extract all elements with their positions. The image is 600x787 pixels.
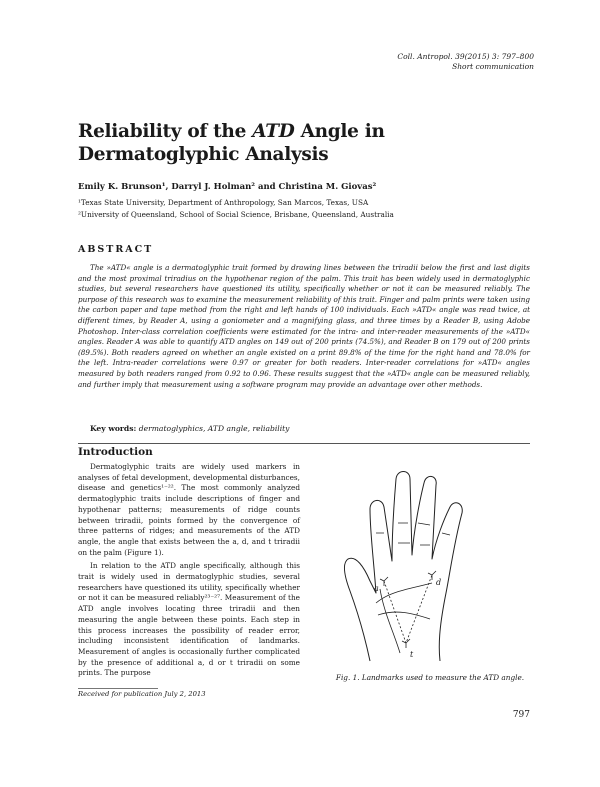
- intro-paragraph-1: Dermatoglyphic traits are widely used markers in analyses of fetal development, developmental disturbances, disease and genetics¹⁻²². The most commonly analyzed dermatoglyphic traits include descriptions of finger and hypothenar patterns; measurements of ridge counts between triradii, points formed by the convergence of three patterns of ridges; and measurements of the ATD angle, the angle that exists between the a, d, and t triradii on the palm (Figure 1).: [78, 462, 300, 557]
- journal-line: Coll. Antropol. 39(2015) 3: 797–800: [397, 52, 534, 61]
- title-italic: ATD: [252, 121, 295, 142]
- authors: Emily K. Brunson¹, Darryl J. Holman² and Christina M. Giovas²: [78, 182, 377, 192]
- label-t: t: [410, 650, 414, 659]
- paper-title: [78, 120, 518, 166]
- abstract-text: The »ATD« angle is a dermatoglyphic trait formed by drawing lines between the triradii below the first and last digits and the most proximal triradius on the hypothenar region of the palm. This trait has been widely used in dermatoglyphic studies, but several researchers have questioned its utility, specifically whether or not it can be measured reliably. The purpose of this research was to examine the measurement reliability of this trait. Finger and palm prints were taken using the carbon paper and tape method from the right and left hands of 100 individuals. Each »ATD« angle was read twice, at different times, by Reader A, using a goniometer and a magnifying glass, and three times by a Reader B, using Adobe Photoshop. Inter-class correlation coefficients were estimated for the intra- and inter-reader measurements of the »ATD« angles. Reader A was able to quantify ATD angles on 149 out of 200 prints (74.5%), and Reader B on 179 out of 200 prints (89.5%). Both readers agreed on whether an angle existed on a print 89.8% of the time for the right hand and 78.0% for the left. Intra-reader correlations were 0.97 or greater for both readers. Inter-reader correlations for »ATD« angles measured by both readers ranged from 0.92 to 0.96. These results suggest that the »ATD« angle can be measured reliably, and further imply that measurement using a software program may provide an advantage over other methods.: [78, 263, 530, 389]
- affiliation-2: ²University of Queensland, School of Social Science, Brisbane, Queensland, Australia: [78, 210, 394, 219]
- triradius-t: [402, 639, 410, 648]
- keywords: [90, 424, 289, 433]
- intro-paragraph-2: In relation to the ATD angle specifically, although this trait is widely used in dermatoglyphic studies, several researchers have questioned its utility, specifically whether or not it can be measured reliably²³⁻²⁷. Measurement of the ATD angle involves locating three triradii and then measuring the angle between these points. Each step in this process increases the possibility of reader error, including inconsistent identification of landmarks. Measurement of angles is occasionally further complicated by the presence of additional a, d or t triradii on some prints. The purpose: [78, 561, 300, 678]
- journal-citation: [397, 52, 534, 72]
- palm-crease: [380, 589, 400, 653]
- received-date: Received for publication July 2, 2013: [78, 690, 206, 698]
- abstract-heading: ABSTRACT: [78, 244, 154, 255]
- article-type: Short communication: [452, 62, 534, 71]
- title-prefix: Reliability of the: [78, 121, 253, 142]
- triradius-d: [428, 571, 436, 580]
- hand-outline: [344, 472, 462, 662]
- title-suffix: Angle in Dermatoglyphic Analysis: [78, 121, 385, 165]
- section-divider: [78, 443, 530, 444]
- keywords-label: Key words:: [90, 424, 137, 433]
- palm-figure: [340, 463, 510, 663]
- triradius-a: [380, 577, 388, 586]
- footnote-rule: [78, 688, 158, 689]
- intro-heading: Introduction: [78, 446, 153, 458]
- intro-body: [78, 462, 300, 682]
- affiliations: [78, 197, 394, 221]
- page-number: 797: [512, 710, 530, 720]
- affiliation-1: ¹Texas State University, Department of Anthropology, San Marcos, Texas, USA: [78, 198, 369, 207]
- label-d: d: [436, 578, 442, 587]
- keywords-text: dermatoglyphics, ATD angle, reliability: [138, 424, 290, 433]
- figure-caption: Fig. 1. Landmarks used to measure the ATD angle.: [335, 673, 525, 682]
- label-a: a: [374, 584, 379, 593]
